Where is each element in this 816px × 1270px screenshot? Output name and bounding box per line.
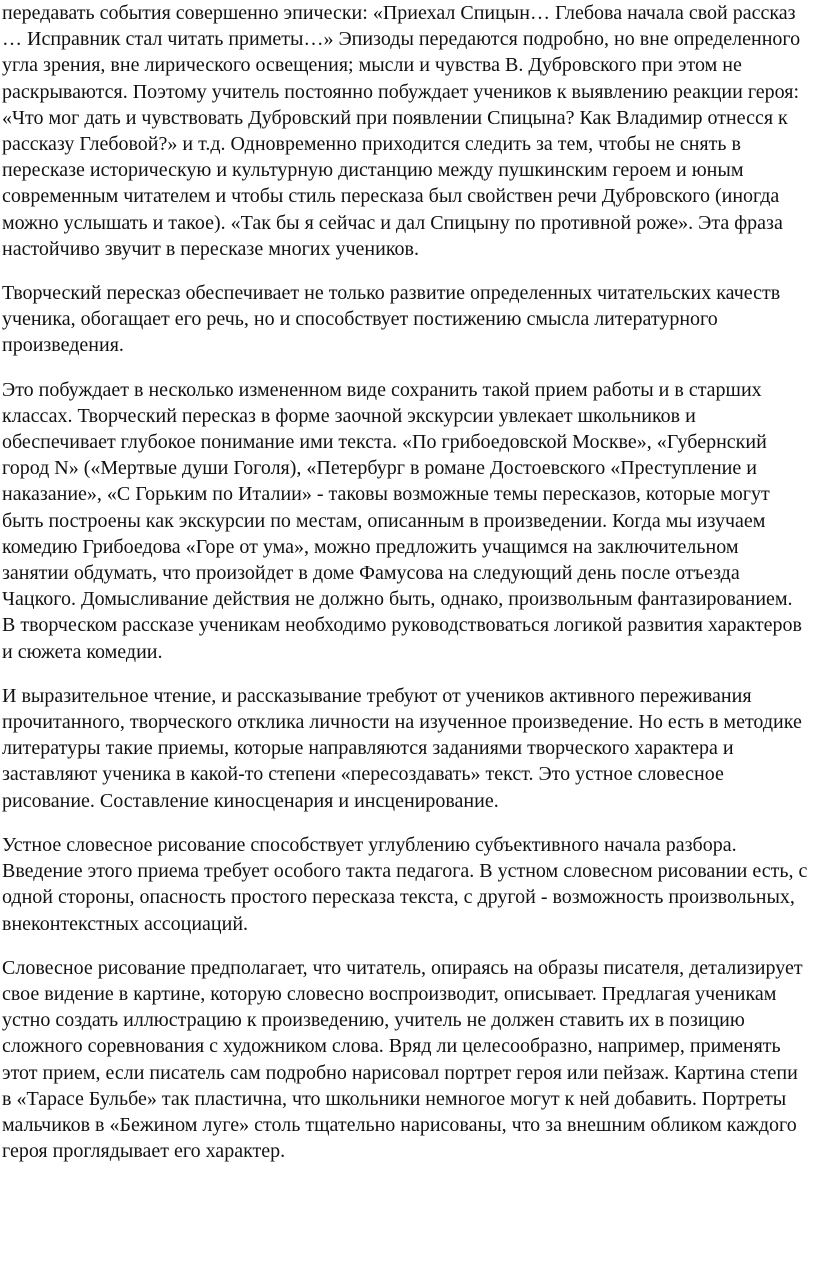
- paragraph-4: И выразительное чтение, и рассказывание требуют от учеников активного переживания прочитанного, творческого отклика личности на изученное произведение. Но есть в методике литературы такие приемы, которые направляются заданиями творческого характера и заставляют ученика в какой-то степени «пересоздавать» текст. Это устное словесное рисование. Составление киносценария и инсценирование.: [2, 684, 802, 812]
- paragraph-6: Словесное рисование предполагает, что читатель, опираясь на образы писателя, детализирует свое видение в картине, которую словесно воспроизводит, описывает. Предлагая ученикам устно создать иллюстрацию к произведению, учитель не должен ставить их в позицию сложного соревнования с художником слова. Вряд ли целесообразно, например, применять этот прием, если писатель сам подробно нарисовал портрет героя или пейзаж. Картина степи в «Тарасе Бульбе» так пластична, что школьники немногое могут к ней добавить. Портреты мальчиков в «Бежином луге» столь тщательно нарисованы, что за внешним обликом каждого героя проглядывает его характер.: [2, 956, 803, 1163]
- paragraph-2: Творческий пересказ обеспечивает не только развитие определенных читательских качеств ученика, обогащает его речь, но и способствует постижению смысла литературного произведения.: [2, 282, 781, 357]
- paragraph-5: Устное словесное рисование способствует углублению субъективного начала разбора. Введение этого приема требует особого такта педагога. В устном словесном рисовании есть, с одной стороны, опасность простого пересказа текста, с другой - возможность произвольных, внеконтекстных ассоциаций.: [2, 833, 808, 935]
- paragraph-1: передавать события совершенно эпически: «Приехал Спицын… Глебова начала свой рассказ … Исправник стал читать приметы…» Эпизоды передаются подробно, но вне определенного угла зрения, вне лирического освещения; мысли и чувства В. Дубровского при этом не раскрываются. Поэтому учитель постоянно побуждает учеников к выявлению реакции героя: «Что мог дать и чувствовать Дубровский при появлении Спицына? Как Владимир отнесся к рассказу Глебовой?» и т.д. Одновременно приходится следить за тем, чтобы не снять в пересказе историческую и культурную дистанцию между пушкинским героем и юным современным читателем и чтобы стиль пересказа был свойствен речи Дубровского (иногда можно услышать и такое). «Так бы я сейчас и дал Спицыну по противной роже». Эта фраза настойчиво звучит в пересказе многих учеников.: [2, 2, 801, 260]
- paragraph-3: Это побуждает в несколько измененном виде сохранить такой прием работы и в старших классах. Творческий пересказ в форме заочной экскурсии увлекает школьников и обеспечивает глубокое понимание ими текста. «По грибоедовской Москве», «Губернский город N» («Мертвые души Гоголя), «Петербург в романе Достоевского «Преступление и наказание», «С Горьким по Италии» - таковы возможные темы пересказов, которые могут быть построены как экскурсии по местам, описанным в произведении. Когда мы изучаем комедию Грибоедова «Горе от ума», можно предложить учащимся на заключительном занятии обдумать, что произойдет в доме Фамусова на следующий день после отъезда Чацкого. Домысливание действия не должно быть, однако, произвольным фантазированием. В творческом рассказе ученикам необходимо руководствоваться логикой развития характеров и сюжета комедии.: [2, 378, 802, 663]
